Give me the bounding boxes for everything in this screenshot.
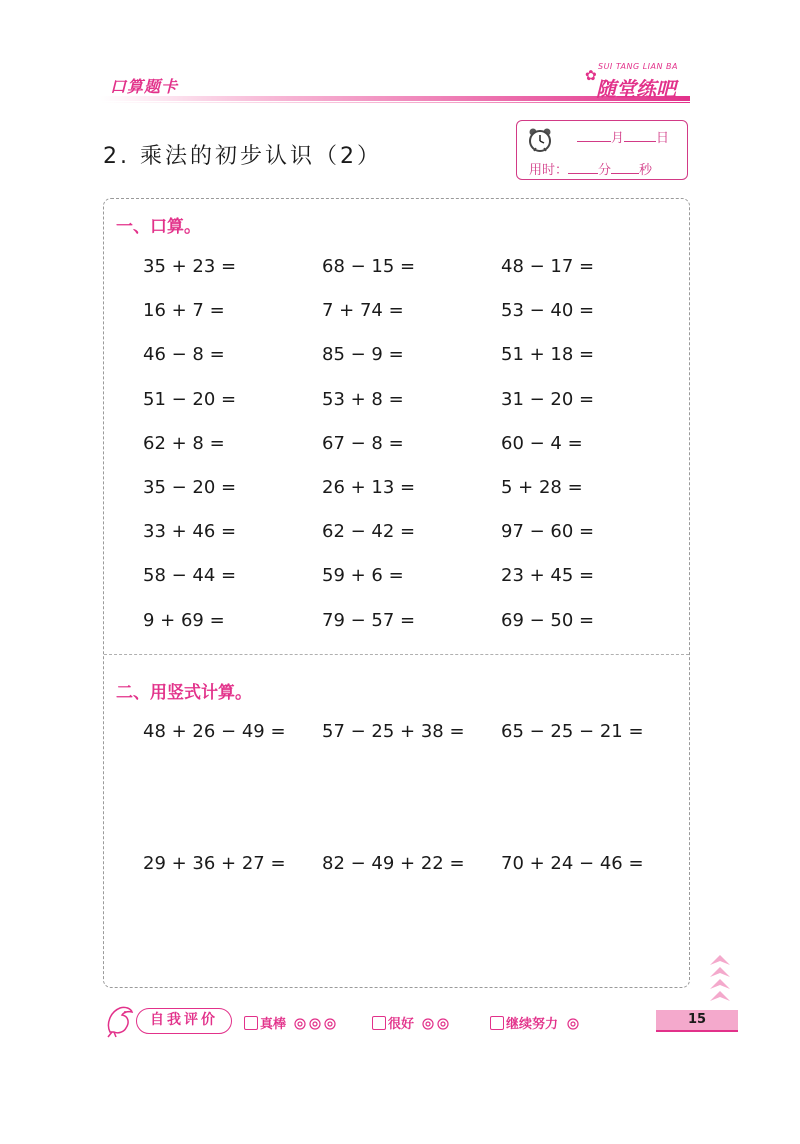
section1-problem: 60 − 4 = xyxy=(501,432,583,454)
section1-problem: 31 − 20 = xyxy=(501,388,595,410)
section2-title: 二、用竖式计算。 xyxy=(116,683,252,703)
section1-problem: 26 + 13 = xyxy=(322,477,416,498)
section1-title: 一、口算。 xyxy=(116,217,201,237)
minute-blank[interactable] xyxy=(568,161,598,174)
month-blank[interactable] xyxy=(577,129,611,142)
day-label: 日 xyxy=(656,131,670,146)
date-line xyxy=(577,127,669,146)
option-good[interactable] xyxy=(372,1013,451,1032)
section1-problem: 68 − 15 = xyxy=(322,256,416,277)
minute-label: 分 xyxy=(598,163,612,178)
section1-problem: 23 + 45 = xyxy=(501,565,595,587)
self-eval-badge: 自我评价 xyxy=(136,1008,232,1034)
page-number: 15 xyxy=(656,1010,738,1030)
flower-icon: ✿ xyxy=(585,68,597,84)
month-label: 月 xyxy=(611,131,625,146)
page-title: 2. 乘法的初步认识（2） xyxy=(103,144,382,169)
option-keep-trying-label: 继续努力 xyxy=(506,1017,559,1032)
section2-problem: 57 − 25 + 38 = xyxy=(322,721,465,742)
chevron-up-icon xyxy=(708,955,732,1005)
section1-problem: 53 − 40 = xyxy=(501,300,595,322)
section1-problem: 51 − 20 = xyxy=(143,388,237,410)
section2-problem: 29 + 36 + 27 = xyxy=(143,853,286,874)
flower-icon xyxy=(421,1017,451,1031)
time-line xyxy=(529,159,652,178)
section1-problem: 16 + 7 = xyxy=(143,300,225,322)
option-great-label: 真棒 xyxy=(260,1017,287,1032)
option-good-label: 很好 xyxy=(388,1017,415,1032)
section1-problem: 7 + 74 = xyxy=(322,300,404,322)
checkbox-keep-trying[interactable] xyxy=(490,1016,504,1030)
section1-problem: 97 − 60 = xyxy=(501,521,595,543)
header-bar-thin xyxy=(100,102,690,103)
section1-problem: 35 − 20 = xyxy=(143,477,237,498)
option-keep-trying[interactable] xyxy=(490,1013,581,1032)
section1-problem: 9 + 69 = xyxy=(143,609,225,631)
section1-problem: 33 + 46 = xyxy=(143,521,237,543)
section2-problem: 82 − 49 + 22 = xyxy=(322,853,465,874)
section1-problem: 46 − 8 = xyxy=(143,344,225,366)
section2-problem: 65 − 25 − 21 = xyxy=(501,721,644,742)
flower-icon xyxy=(293,1017,337,1031)
section1-problem: 59 + 6 = xyxy=(322,565,404,587)
time-label: 用时： xyxy=(529,163,569,178)
section1-problem: 62 + 8 = xyxy=(143,432,225,454)
section1-problem: 5 + 28 = xyxy=(501,477,583,498)
section1-problem: 53 + 8 = xyxy=(322,388,404,410)
flower-icon xyxy=(565,1017,581,1031)
checkbox-great[interactable] xyxy=(244,1016,258,1030)
clock-icon xyxy=(527,127,553,153)
section1-problem: 58 − 44 = xyxy=(143,565,237,587)
brand-right-pinyin: SUI TANG LIAN BA xyxy=(598,62,678,71)
section2-problem: 70 + 24 − 46 = xyxy=(501,853,644,874)
day-blank[interactable] xyxy=(624,129,656,142)
option-great[interactable] xyxy=(244,1013,337,1032)
section1-problem: 69 − 50 = xyxy=(501,609,595,631)
section1-problem: 79 − 57 = xyxy=(322,609,416,631)
dolphin-icon xyxy=(104,1004,134,1038)
checkbox-good[interactable] xyxy=(372,1016,386,1030)
page-number-underline xyxy=(656,1030,738,1032)
section1-problem: 67 − 8 = xyxy=(322,432,404,454)
section1-problem: 62 − 42 = xyxy=(322,521,416,543)
second-label: 秒 xyxy=(639,163,653,178)
second-blank[interactable] xyxy=(611,161,639,174)
brand-left-logo: 口算题卡 xyxy=(110,77,179,96)
section1-problem: 48 − 17 = xyxy=(501,256,595,277)
section1-problem: 51 + 18 = xyxy=(501,344,595,366)
section2-problem: 48 + 26 − 49 = xyxy=(143,721,286,742)
section1-problem: 85 − 9 = xyxy=(322,344,404,366)
brand-right-logo: 随堂练吧 xyxy=(596,77,676,101)
section1-problem: 35 + 23 = xyxy=(143,256,237,277)
date-box xyxy=(516,120,688,180)
section-divider xyxy=(104,654,689,655)
